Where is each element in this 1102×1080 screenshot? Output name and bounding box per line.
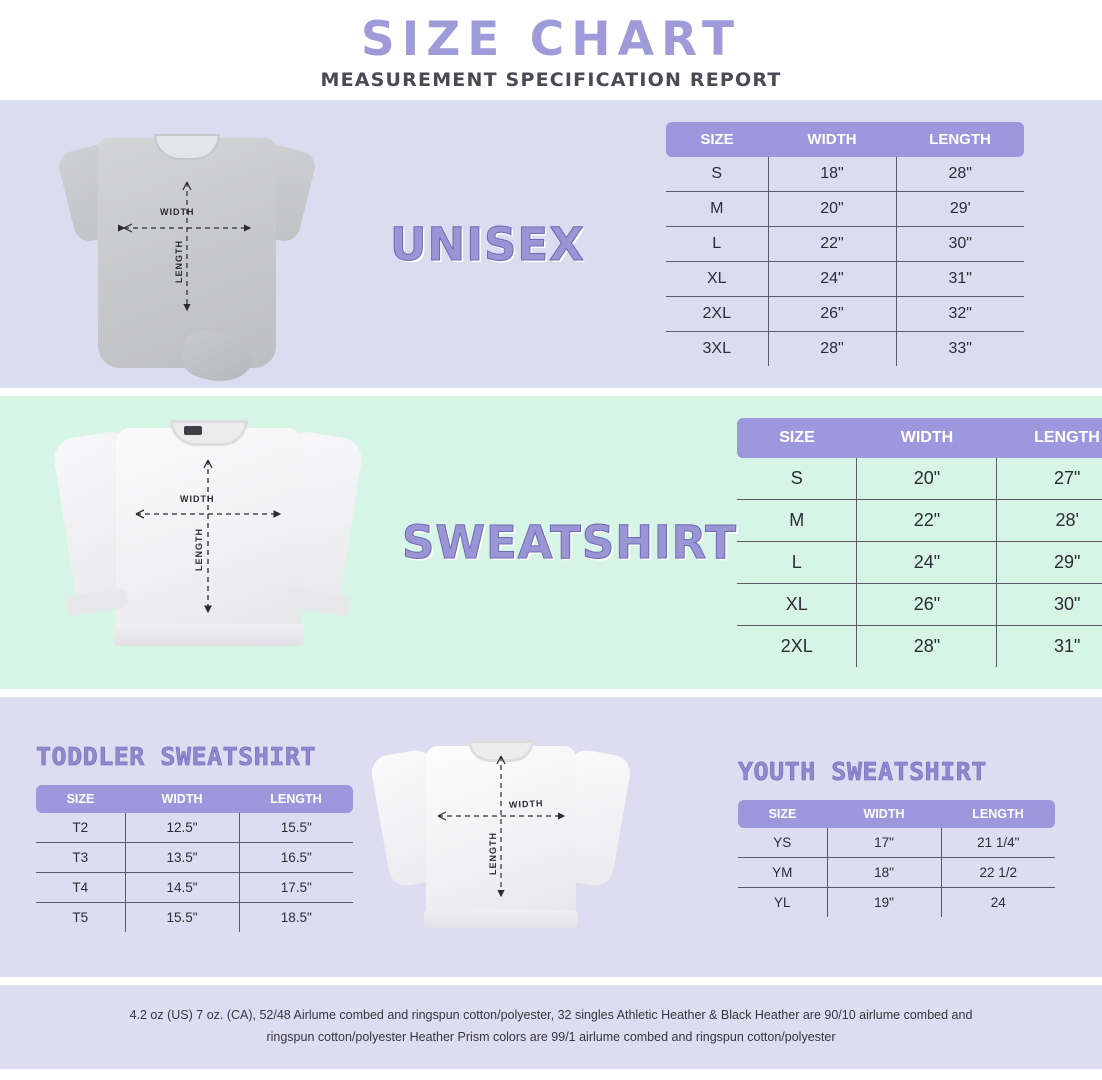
table-row — [36, 813, 353, 843]
table-row — [738, 858, 1055, 888]
kids-garment-image — [376, 734, 626, 944]
fabric-line-1: 4.2 oz (US) 7 oz. (CA), 52/48 Airlume combed and ringspun cotton/polyester, 32 singles Athletic Heather & Black Heather are 90/10 airlume combed and — [129, 1008, 973, 1023]
cell-width: 22" — [768, 227, 896, 262]
cell-width: 20" — [768, 192, 896, 227]
cell-width: 26" — [857, 584, 997, 626]
table-row — [737, 584, 1102, 626]
cell-length: 24 — [990, 895, 1006, 910]
table-header-row — [737, 418, 1102, 458]
cell-size: T4 — [36, 873, 125, 903]
col-length: LENGTH — [997, 418, 1102, 458]
cell-size: T3 — [36, 843, 125, 873]
cell-length: 33" — [948, 340, 972, 357]
col-width: WIDTH — [768, 122, 896, 157]
sweatshirt-title-text: SWEATSHIRT — [402, 516, 737, 569]
cell-length: 32" — [896, 297, 1024, 332]
cell-width: 13.5" — [125, 843, 239, 873]
table-row — [738, 888, 1055, 918]
tshirt-width-label: WIDTH — [160, 206, 195, 217]
cell-width: 18" — [827, 858, 941, 888]
cell-size: XL — [666, 262, 768, 297]
cell-size: L — [737, 542, 857, 584]
col-size: SIZE — [737, 418, 857, 458]
band-divider — [0, 388, 1102, 396]
cell-length: 17.5" — [239, 873, 353, 903]
section-unisex — [0, 100, 1102, 388]
cell-size: YM — [738, 858, 827, 888]
col-size: SIZE — [36, 785, 125, 813]
kids-width-label: WIDTH — [508, 798, 544, 810]
cell-size: L — [666, 227, 768, 262]
cell-size: M — [737, 500, 857, 542]
cell-length: 30" — [896, 227, 1024, 262]
page-header — [0, 0, 1102, 100]
cell-length: 27" — [997, 458, 1102, 500]
sweatshirt-garment-image — [58, 412, 358, 674]
table-row — [738, 828, 1055, 858]
cell-size: T5 — [36, 903, 125, 933]
cell-width: 20" — [857, 458, 997, 500]
cell-width: 14.5" — [125, 873, 239, 903]
sweatshirt-width-label: WIDTH — [180, 493, 215, 504]
youth-title-text: YOUTH SWEATSHIRT — [738, 757, 987, 786]
sweatshirt-size-table — [737, 418, 1102, 667]
band-divider — [0, 689, 1102, 697]
col-length: LENGTH — [239, 785, 353, 813]
cell-width: 26" — [768, 297, 896, 332]
sweatshirt-table-wrap — [737, 418, 1102, 667]
page-title: SIZE CHART — [360, 12, 742, 67]
cell-length: 21 1/4" — [941, 828, 1055, 858]
section-kids — [0, 697, 1102, 977]
cell-size: 2XL — [737, 626, 857, 668]
cell-length: 16.5" — [239, 843, 353, 873]
fabric-line-2: ringspun cotton/polyester Heather Prism colors are 99/1 airlume combed and ringspun cotton/polyester — [266, 1030, 836, 1044]
table-row — [666, 157, 1024, 192]
cell-length: 31" — [896, 262, 1024, 297]
sweatshirt-length-label: LENGTH — [194, 527, 204, 571]
cell-width: 28" — [768, 332, 896, 367]
unisex-table-wrap — [666, 122, 1024, 366]
table-row — [36, 873, 353, 903]
cell-width: 17" — [827, 828, 941, 858]
tshirt-length-label: LENGTH — [174, 239, 184, 283]
cell-length: 31" — [1054, 636, 1081, 656]
col-size: SIZE — [738, 800, 827, 828]
unisex-size-table — [666, 122, 1024, 366]
footer-spacer — [0, 1069, 1102, 1079]
col-width: WIDTH — [857, 418, 997, 458]
cell-length: 29" — [997, 542, 1102, 584]
cell-width: 12.5" — [125, 813, 239, 843]
col-width: WIDTH — [125, 785, 239, 813]
table-header-row — [738, 800, 1055, 828]
cell-size: YS — [738, 828, 827, 858]
cell-length: 22 1/2 — [941, 858, 1055, 888]
table-row — [36, 903, 353, 933]
cell-length: 18.5" — [280, 910, 312, 925]
fabric-details-footer — [0, 985, 1102, 1069]
cell-width: 28" — [857, 626, 997, 668]
cell-length: 29' — [896, 192, 1024, 227]
cell-size: S — [737, 458, 857, 500]
cell-length: 15.5" — [239, 813, 353, 843]
unisex-garment-image — [62, 120, 312, 375]
cell-size: M — [666, 192, 768, 227]
cell-width: 22" — [857, 500, 997, 542]
toddler-size-table — [36, 785, 353, 932]
cell-width: 18" — [768, 157, 896, 192]
kids-length-label: LENGTH — [488, 832, 498, 875]
table-row — [666, 227, 1024, 262]
cell-width: 19" — [827, 888, 941, 918]
col-size: SIZE — [666, 122, 768, 157]
cell-length: 28' — [997, 500, 1102, 542]
cell-width: 24" — [768, 262, 896, 297]
cell-size: T2 — [36, 813, 125, 843]
cell-width: 24" — [857, 542, 997, 584]
table-row — [737, 626, 1102, 668]
table-header-row — [36, 785, 353, 813]
table-row — [666, 262, 1024, 297]
cell-length: 30" — [997, 584, 1102, 626]
table-row — [737, 542, 1102, 584]
table-header-row — [666, 122, 1024, 157]
section-sweatshirt — [0, 396, 1102, 689]
youth-size-table — [738, 800, 1055, 917]
col-length: LENGTH — [941, 800, 1055, 828]
unisex-title-text: UNISEX — [390, 217, 585, 271]
table-row — [737, 500, 1102, 542]
table-row — [666, 192, 1024, 227]
col-width: WIDTH — [827, 800, 941, 828]
tshirt-illustration — [62, 120, 312, 375]
cell-size: S — [666, 157, 768, 192]
table-row — [666, 332, 1024, 367]
fabric-details-text — [130, 1005, 973, 1049]
sweatshirt-illustration — [58, 412, 358, 674]
cell-size: 3XL — [666, 332, 768, 367]
sweatshirt-title — [402, 516, 737, 569]
toddler-title-text: TODDLER SWEATSHIRT — [36, 742, 316, 771]
cell-size: YL — [738, 888, 827, 918]
band-divider — [0, 977, 1102, 985]
table-row — [737, 458, 1102, 500]
kids-sweatshirt-illustration — [376, 734, 626, 944]
cell-width: 15.5" — [125, 903, 239, 933]
unisex-title — [390, 218, 585, 271]
cell-size: XL — [737, 584, 857, 626]
cell-size: 2XL — [666, 297, 768, 332]
table-row — [36, 843, 353, 873]
page-subtitle: MEASUREMENT SPECIFICATION REPORT — [320, 69, 782, 91]
youth-block — [738, 757, 1068, 917]
col-length: LENGTH — [896, 122, 1024, 157]
toddler-block — [36, 742, 366, 932]
table-row — [666, 297, 1024, 332]
cell-length: 28" — [896, 157, 1024, 192]
